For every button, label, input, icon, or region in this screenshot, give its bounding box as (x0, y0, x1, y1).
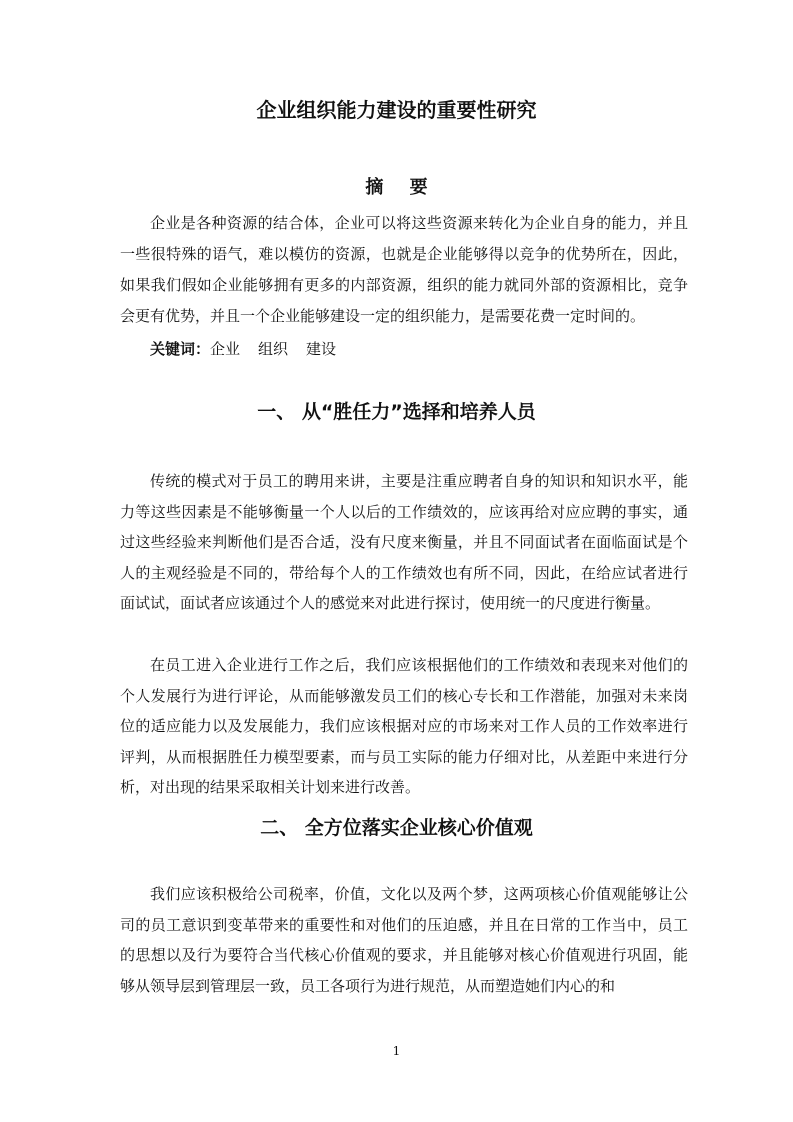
section-heading-1: 一、 从“胜任力”选择和培养人员 (257, 401, 536, 423)
keyword: 企业 (210, 340, 241, 358)
section-heading-2: 二、 全方位落实企业核心价值观 (260, 817, 533, 839)
abstract-paragraph: 企业是各种资源的结合体，企业可以将这些资源来转化为企业自身的能力，并且一些很特殊的语气，难以模仿的资源，也就是企业能够得以竞争的优势所在，因此，如果我们假如企业能够拥有更多的内部资源，组织的能力就同外部的资源相比，竞争会更有优势，并且一个企业能够建设一定的组织能力，是需要花费一定时间的。 (120, 214, 688, 325)
abstract-heading-text: 摘 要 (365, 177, 438, 198)
keyword: 建设 (306, 340, 337, 358)
abstract-heading (0, 175, 793, 201)
keywords-label: 关键词： (150, 340, 211, 358)
section-1-paragraph-2: 在员工进入企业进行工作之后，我们应该根据他们的工作绩效和表现来对他们的个人发展行为进行评论，从而能够激发员工们的核心专长和工作潜能，加强对未来岗位的适应能力以及发展能力，我们应该根据对应的市场来对工作人员的工作效率进行评判，从而根据胜任力模型要素，而与员工实际的能力仔细对比，从差距中来进行分析，对出现的结果采取相关计划来进行改善。 (120, 656, 688, 796)
keywords-line (150, 334, 354, 365)
section-2-paragraph-1: 我们应该积极给公司税率，价值，文化以及两个梦，这两项核心价值观能够让公司的员工意识到变革带来的重要性和对他们的压迫感，并且在日常的工作当中，员工的思想以及行为要符合当代核心价值观的要求，并且能够对核心价值观进行巩固，能够从领导层到管理层一致，员工各项行为进行规范，从而塑造她们内心的和 (120, 885, 688, 995)
keyword: 组织 (258, 340, 289, 358)
page-number: 1 (392, 1044, 401, 1058)
paper-title: 企业组织能力建设的重要性研究 (256, 98, 537, 122)
section-1-paragraph-1: 传统的模式对于员工的聘用来讲，主要是注重应聘者自身的知识和知识水平，能力等这些因素是不能够衡量一个人以后的工作绩效的，应该再给对应应聘的事实，通过这些经验来判断他们是否合适，没有尺度来衡量，并且不同面试者在面临面试是个人的主观经验是不同的，带给每个人的工作绩效也有所不同，因此，在给应试者进行面试试，面试者应该通过个人的感觉来对此进行探讨，使用统一的尺度进行衡量。 (120, 472, 688, 612)
